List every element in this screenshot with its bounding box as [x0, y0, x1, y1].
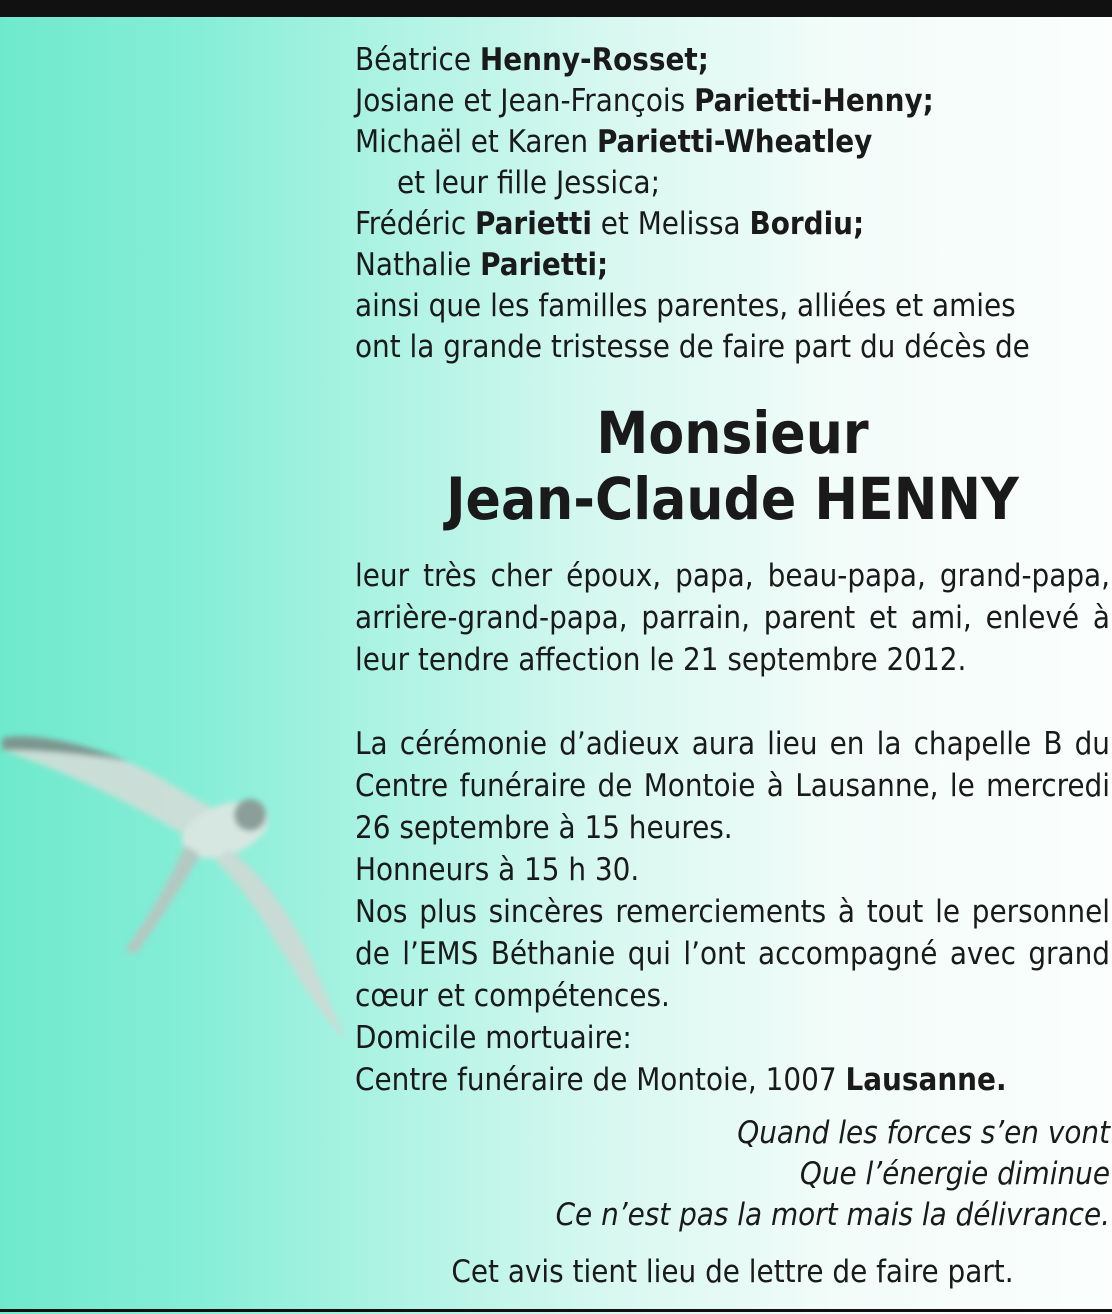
- family-line: [355, 204, 1110, 245]
- bird-in-flight-icon: [0, 720, 360, 1050]
- address-text: Centre funéraire de Montoie, 1007: [355, 1062, 846, 1098]
- deceased-title: Monsieur: [596, 399, 869, 467]
- poem-line: Quand les forces s’en vont: [737, 1115, 1110, 1151]
- given-name: Béatrice: [355, 42, 480, 78]
- surname: Parietti-Henny;: [694, 83, 934, 119]
- domicile-address: [355, 1059, 1110, 1101]
- ceremony-paragraph: La cérémonie d’adieux aura lieu en la chapelle B du Centre funéraire de Montoie à Lausanne, le mercredi 26 septembre à 15 heures.: [355, 726, 1110, 846]
- address-city: Lausanne.: [845, 1062, 1007, 1098]
- thanks-paragraph: Nos plus sincères remerciements à tout le personnel de l’EMS Béthanie qui l’ont accompagné avec grand cœur et compétences.: [355, 894, 1110, 1014]
- family-line: ont la grande tristesse de faire part du décès de: [355, 329, 1030, 365]
- family-line: [355, 81, 1110, 122]
- surname: Parietti-Wheatley: [596, 124, 873, 160]
- connector: et Melissa: [591, 206, 750, 242]
- family-line: et leur fille Jessica;: [397, 165, 660, 201]
- tribute-paragraph: leur très cher époux, papa, beau-papa, grand-papa, arrière-grand-papa, parrain, parent et ami, enlevé à leur tendre affection le 21 septembre 2012.: [355, 558, 1110, 678]
- surname: Bordiu;: [749, 206, 865, 242]
- poem-line: Ce n’est pas la mort mais la délivrance.: [555, 1197, 1110, 1233]
- deceased-name: Jean-Claude HENNY: [446, 465, 1019, 533]
- poem: [355, 1113, 1110, 1236]
- given-name: Frédéric: [355, 206, 476, 242]
- honours-line: Honneurs à 15 h 30.: [355, 852, 640, 888]
- bottom-rule: [0, 1309, 1112, 1312]
- given-name: Nathalie: [355, 247, 481, 283]
- given-name: Michaël et Karen: [355, 124, 597, 160]
- family-list: [355, 40, 1110, 368]
- given-name: Josiane et Jean-François: [355, 83, 695, 119]
- deceased-name-block: [355, 400, 1110, 532]
- closing-note: Cet avis tient lieu de lettre de faire part.: [451, 1254, 1014, 1290]
- surname: Parietti;: [480, 247, 609, 283]
- poem-line: Que l’énergie diminue: [799, 1156, 1110, 1192]
- family-line: [355, 40, 1110, 81]
- family-line: [355, 122, 1110, 163]
- domicile-label: Domicile mortuaire:: [355, 1020, 632, 1056]
- top-rule: [0, 0, 1112, 17]
- surname: Parietti: [475, 206, 592, 242]
- family-line: [355, 245, 1110, 286]
- surname: Henny-Rosset;: [479, 42, 709, 78]
- family-line: ainsi que les familles parentes, alliées et amies: [355, 288, 1016, 324]
